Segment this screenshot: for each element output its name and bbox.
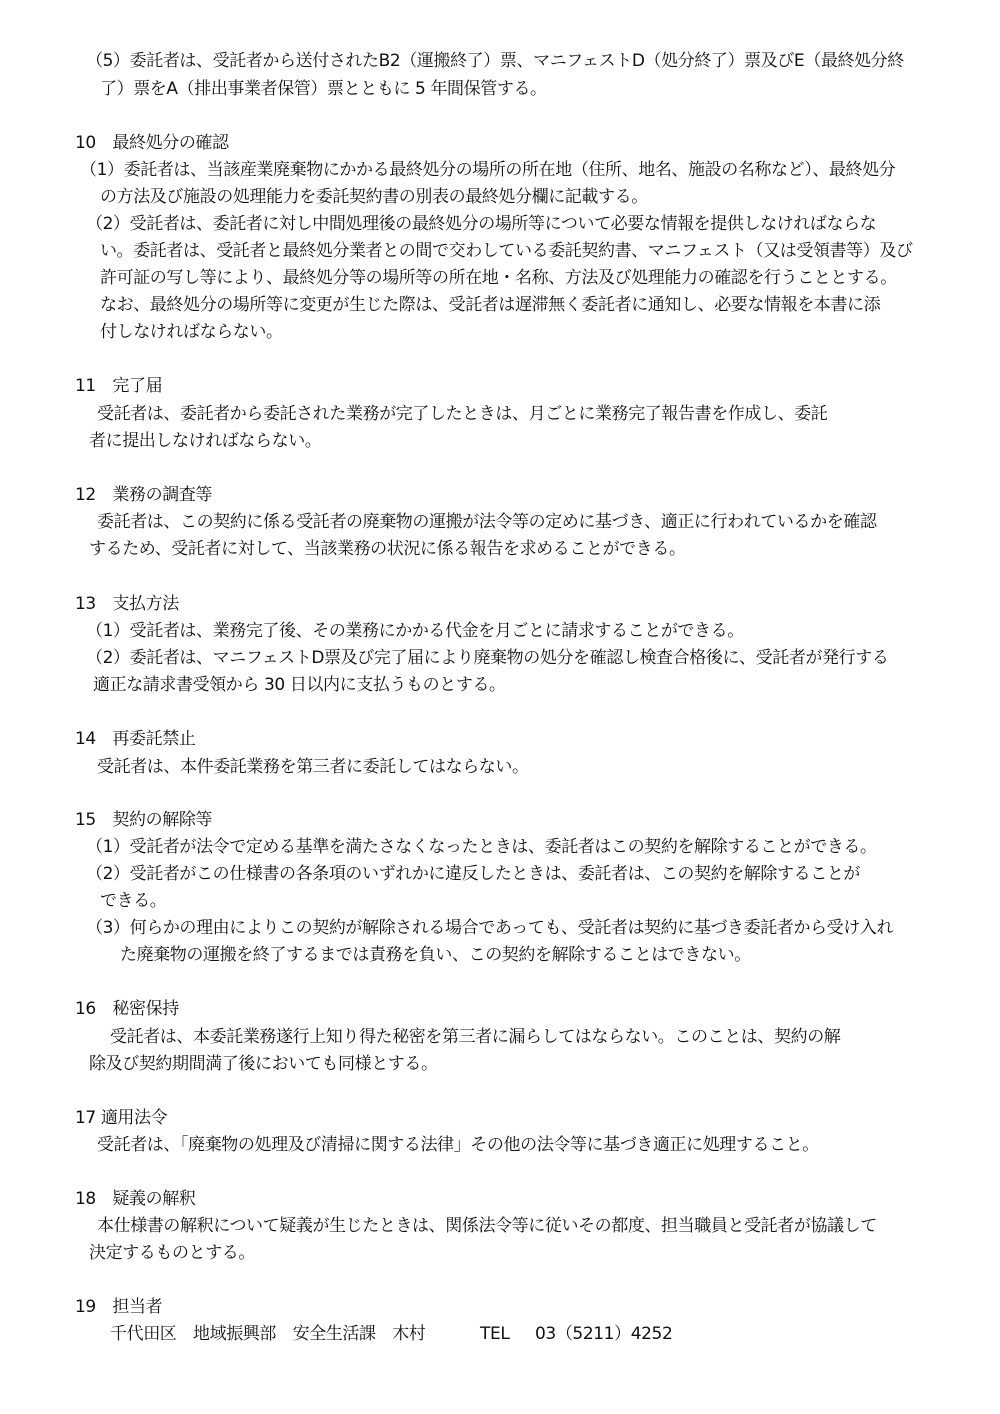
section-13-p1: （1）受託者は、業務完了後、その業務にかかる代金を月ごとに請求することができる。: [86, 621, 744, 641]
section-14-line-1: 受託者は、本件委託業務を第三者に委託してはならない。: [97, 757, 529, 777]
section-17-heading: 17 適用法令: [75, 1108, 168, 1128]
section-15-p3-line-2: た廃棄物の運搬を終了するまでは責務を負い、この契約を解除することはできない。: [120, 945, 751, 965]
section-16-line-2: 除及び契約期間満了後においても同様とする。: [89, 1054, 438, 1074]
section-12-heading: 12 業務の調査等: [75, 485, 213, 505]
section-18-line-1: 本仕様書の解釈について疑義が生じたときは、関係法令等に従いその都度、担当職員と受託者が協議して: [97, 1216, 877, 1236]
section-15-p2-line-2: できる。: [100, 891, 167, 911]
section-15-p1: （1）受託者が法令で定める基準を満たさなくなったときは、委託者はこの契約を解除することができる。: [86, 837, 877, 857]
section-10-heading: 10 最終処分の確認: [75, 133, 229, 153]
section-12-line-2: するため、受託者に対して、当該業務の状況に係る報告を求めることができる。: [89, 539, 686, 559]
section-10-p1-line-2: の方法及び施設の処理能力を委託契約書の別表の最終処分欄に記載する。: [100, 187, 648, 207]
section-19-heading: 19 担当者: [75, 1297, 163, 1317]
section-10-p2-line-2: い。委託者は、受託者と最終処分業者との間で交わしている委託契約書、マニフェスト（又は受領書等）及び: [100, 241, 913, 261]
section-11-heading: 11 完了届: [75, 376, 163, 396]
section-11-line-2: 者に提出しなければならない。: [89, 431, 322, 451]
tel-label: TEL: [480, 1324, 510, 1344]
tel-number: 03（5211）4252: [535, 1324, 673, 1344]
section-10-p2-line-4: なお、最終処分の場所等に変更が生じた際は、受託者は遅滞無く委託者に通知し、必要な情報を本書に添: [100, 295, 881, 315]
item-5-line-2: 了）票をA（排出事業者保管）票とともに 5 年間保管する。: [100, 79, 547, 99]
section-13-p2-line-2: 適正な請求書受領から 30 日以内に支払うものとする。: [93, 675, 506, 695]
section-18-line-2: 決定するものとする。: [89, 1243, 255, 1263]
section-15-p3-line-1: （3）何らかの理由によりこの契約が解除される場合であっても、受託者は契約に基づき委託者から受け入れ: [86, 918, 894, 938]
section-10-p2-line-5: 付しなければならない。: [100, 322, 283, 342]
section-16-heading: 16 秘密保持: [75, 999, 179, 1019]
section-18-heading: 18 疑義の解釈: [75, 1189, 196, 1209]
section-15-heading: 15 契約の解除等: [75, 810, 213, 830]
section-10-p2-line-1: （2）受託者は、委託者に対し中間処理後の最終処分の場所等について必要な情報を提供しなければならな: [86, 214, 877, 234]
section-11-line-1: 受託者は、委託者から委託された業務が完了したときは、月ごとに業務完了報告書を作成し、委託: [97, 404, 828, 424]
section-13-heading: 13 支払方法: [75, 594, 179, 614]
section-12-line-1: 委託者は、この契約に係る受託者の廃棄物の運搬が法令等の定めに基づき、適正に行われているかを確認: [97, 512, 877, 532]
section-17-line-1: 受託者は、「廃棄物の処理及び清掃に関する法律」その他の法令等に基づき適正に処理すること。: [97, 1135, 819, 1155]
section-13-p2-line-1: （2）委託者は、マニフェストD票及び完了届により廃棄物の処分を確認し検査合格後に、受託者が発行する: [86, 648, 889, 668]
section-10-p2-line-3: 許可証の写し等により、最終処分等の場所等の所在地・名称、方法及び処理能力の確認を行うこととする。: [100, 268, 897, 288]
section-14-heading: 14 再委託禁止: [75, 729, 196, 749]
section-10-p1-line-1: （1）委託者は、当該産業廃棄物にかかる最終処分の場所の所在地（住所、地名、施設の名称など）、最終処分: [80, 160, 896, 180]
contact-person: 千代田区 地域振興部 安全生活課 木村: [110, 1324, 426, 1344]
section-16-line-1: 受託者は、本委託業務遂行上知り得た秘密を第三者に漏らしてはならない。このことは、契約の解: [110, 1027, 841, 1047]
section-15-p2-line-1: （2）受託者がこの仕様書の各条項のいずれかに違反したときは、委託者は、この契約を解除することが: [86, 864, 861, 884]
item-5-line-1: （5）委託者は、受託者から送付されたB2（運搬終了）票、マニフェストD（処分終了）票及びE（最終処分終: [86, 51, 904, 71]
